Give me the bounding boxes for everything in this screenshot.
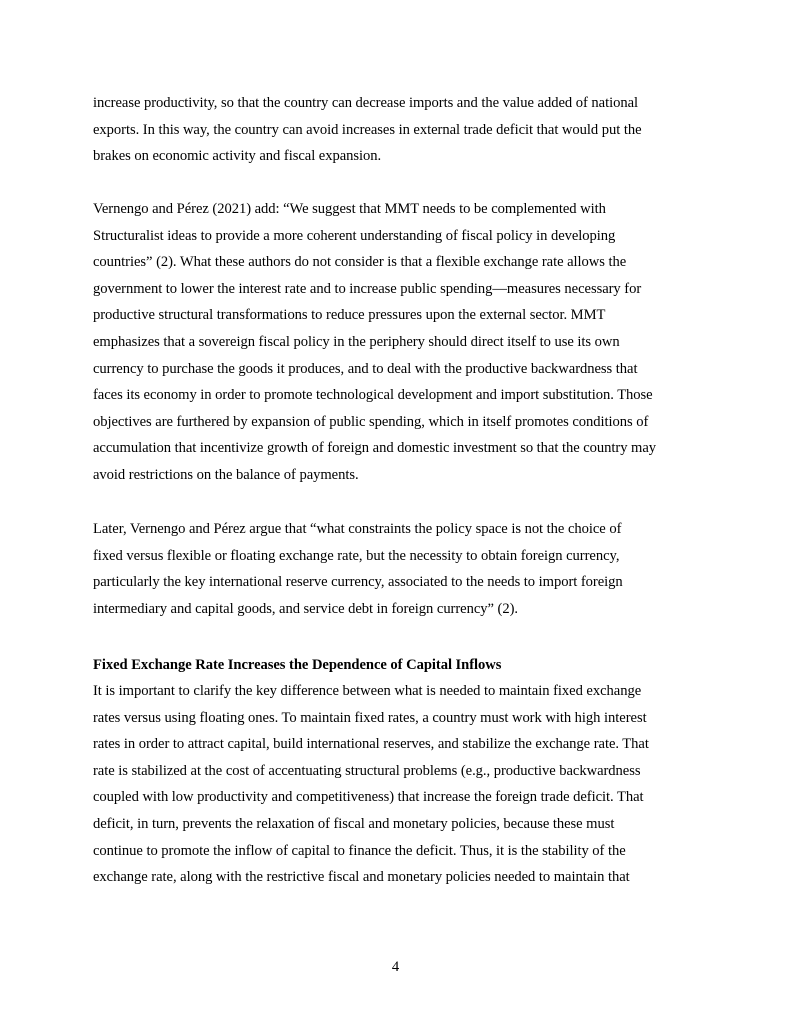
text-line: deficit, in turn, prevents the relaxation of fiscal and monetary policies, because these must — [93, 815, 615, 832]
text-line: objectives are furthered by expansion of public spending, which in itself promotes conditions of — [93, 413, 649, 430]
paragraph-3 — [93, 516, 703, 622]
text-line: Vernengo and Pérez (2021) add: “We suggest that MMT needs to be complemented with — [93, 201, 606, 217]
text-line: increase productivity, so that the country can decrease imports and the value added of national — [93, 95, 639, 111]
paragraph-4 — [93, 678, 703, 891]
section-heading-block — [93, 652, 703, 679]
text-line: rates in order to attract capital, build international reserves, and stabilize the exchange rate. That — [93, 736, 649, 753]
text-line: rate is stabilized at the cost of accentuating structural problems (e.g., productive backwardness — [93, 762, 641, 779]
text-line: countries” (2). What these authors do not consider is that a flexible exchange rate allows the — [93, 254, 627, 271]
text-line: coupled with low productivity and competitiveness) that increase the foreign trade deficit. That — [93, 789, 644, 806]
text-line: productive structural transformations to reduce pressures upon the external sector. MMT — [93, 307, 606, 324]
text-line: government to lower the interest rate and to increase public spending—measures necessary for — [93, 280, 642, 297]
text-line: It is important to clarify the key difference between what is needed to maintain fixed exchange — [93, 683, 642, 699]
text-line: currency to purchase the goods it produces, and to deal with the productive backwardness that — [93, 360, 638, 377]
section-heading: Fixed Exchange Rate Increases the Dependence of Capital Inflows — [93, 657, 502, 673]
text-line: faces its economy in order to promote technological development and import substitution. Those — [93, 387, 653, 404]
text-line: continue to promote the inflow of capital to finance the deficit. Thus, it is the stability of the — [93, 842, 626, 859]
text-line: fixed versus flexible or floating exchange rate, but the necessity to obtain foreign currency, — [93, 547, 620, 564]
text-line: accumulation that incentivize growth of foreign and domestic investment so that the country may — [93, 440, 657, 457]
text-line: Later, Vernengo and Pérez argue that “what constraints the policy space is not the choice of — [93, 521, 622, 537]
text-line: brakes on economic activity and fiscal expansion. — [93, 148, 382, 165]
paragraph-2 — [93, 196, 703, 489]
text-line: exports. In this way, the country can avoid increases in external trade deficit that would put the — [93, 121, 642, 138]
text-line: rates versus using floating ones. To maintain fixed rates, a country must work with high interest — [93, 709, 647, 726]
text-line: Structuralist ideas to provide a more coherent understanding of fiscal policy in developing — [93, 227, 616, 244]
text-line: particularly the key international reserve currency, associated to the needs to import foreign — [93, 574, 623, 591]
text-line: exchange rate, along with the restrictive fiscal and monetary policies needed to maintain that — [93, 869, 630, 886]
text-line: avoid restrictions on the balance of payments. — [93, 466, 359, 483]
text-line: intermediary and capital goods, and service debt in foreign currency” (2). — [93, 600, 519, 617]
paragraph-1 — [93, 90, 703, 170]
page-number: 4 — [391, 959, 400, 975]
text-line: emphasizes that a sovereign fiscal policy in the periphery should direct itself to use its own — [93, 333, 620, 350]
